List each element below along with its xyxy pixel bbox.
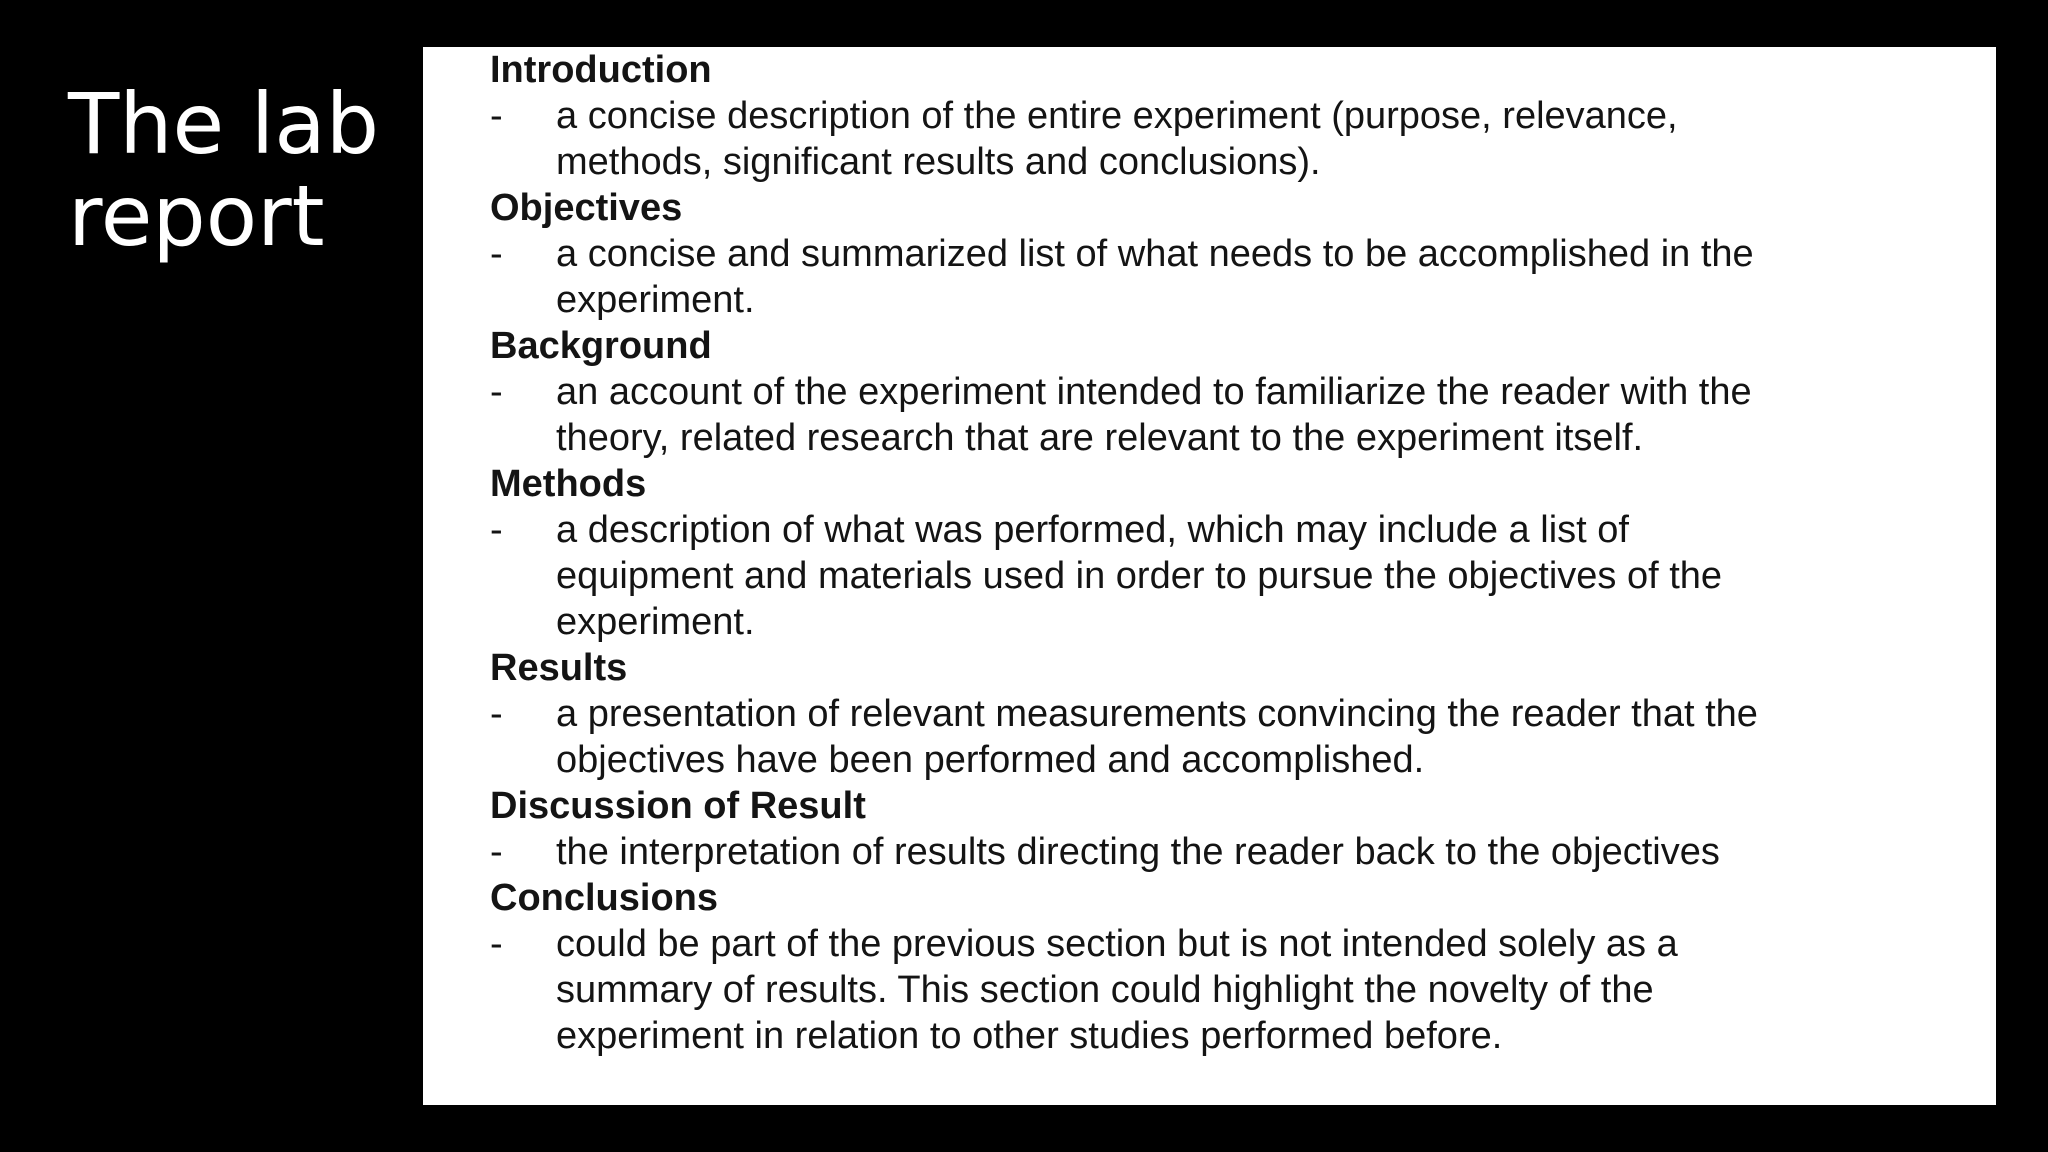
bullet-dash: - <box>490 371 503 413</box>
bullet-line: an account of the experiment intended to familiarize the reader with the <box>556 371 1752 413</box>
bullet-line: methods, significant results and conclusions). <box>556 141 1321 183</box>
bullet-line: a description of what was performed, which may include a list of <box>556 509 1629 551</box>
section-bullet-results <box>490 691 1980 783</box>
slide-title-line-1: The lab <box>68 75 380 173</box>
section-bullet-conclusions <box>490 921 1980 1059</box>
bullet-line: a concise and summarized list of what needs to be accomplished in the <box>556 233 1754 275</box>
document-image <box>423 47 1996 1105</box>
bullet-dash: - <box>490 95 503 137</box>
section-heading-results: Results <box>490 647 628 689</box>
section-bullet-discussion <box>490 829 1980 875</box>
bullet-line: objectives have been performed and accomplished. <box>556 739 1425 781</box>
section-heading-background: Background <box>490 325 712 367</box>
bullet-line: the interpretation of results directing the reader back to the objectives <box>556 831 1720 873</box>
section-bullet-introduction <box>490 93 1980 185</box>
section-heading-objectives: Objectives <box>490 187 683 229</box>
bullet-line: experiment. <box>556 279 755 321</box>
section-bullet-methods <box>490 507 1980 645</box>
section-heading-methods: Methods <box>490 463 647 505</box>
bullet-dash: - <box>490 831 503 873</box>
bullet-dash: - <box>490 923 503 965</box>
bullet-line: experiment in relation to other studies performed before. <box>556 1015 1503 1057</box>
bullet-line: theory, related research that are relevant to the experiment itself. <box>556 417 1644 459</box>
bullet-dash: - <box>490 509 503 551</box>
bullet-line: equipment and materials used in order to pursue the objectives of the <box>556 555 1723 597</box>
bullet-dash: - <box>490 693 503 735</box>
document-content <box>490 47 1980 1059</box>
slide-title <box>68 75 408 265</box>
slide-title-line-2: report <box>68 167 325 265</box>
section-heading-introduction: Introduction <box>490 49 712 91</box>
section-bullet-background <box>490 369 1980 461</box>
bullet-line: experiment. <box>556 601 755 643</box>
bullet-line: summary of results. This section could highlight the novelty of the <box>556 969 1654 1011</box>
section-bullet-objectives <box>490 231 1980 323</box>
bullet-dash: - <box>490 233 503 275</box>
bullet-line: a presentation of relevant measurements convincing the reader that the <box>556 693 1758 735</box>
bullet-line: could be part of the previous section but is not intended solely as a <box>556 923 1678 965</box>
section-heading-discussion: Discussion of Result <box>490 785 866 827</box>
bullet-line: a concise description of the entire experiment (purpose, relevance, <box>556 95 1678 137</box>
section-heading-conclusions: Conclusions <box>490 877 719 919</box>
